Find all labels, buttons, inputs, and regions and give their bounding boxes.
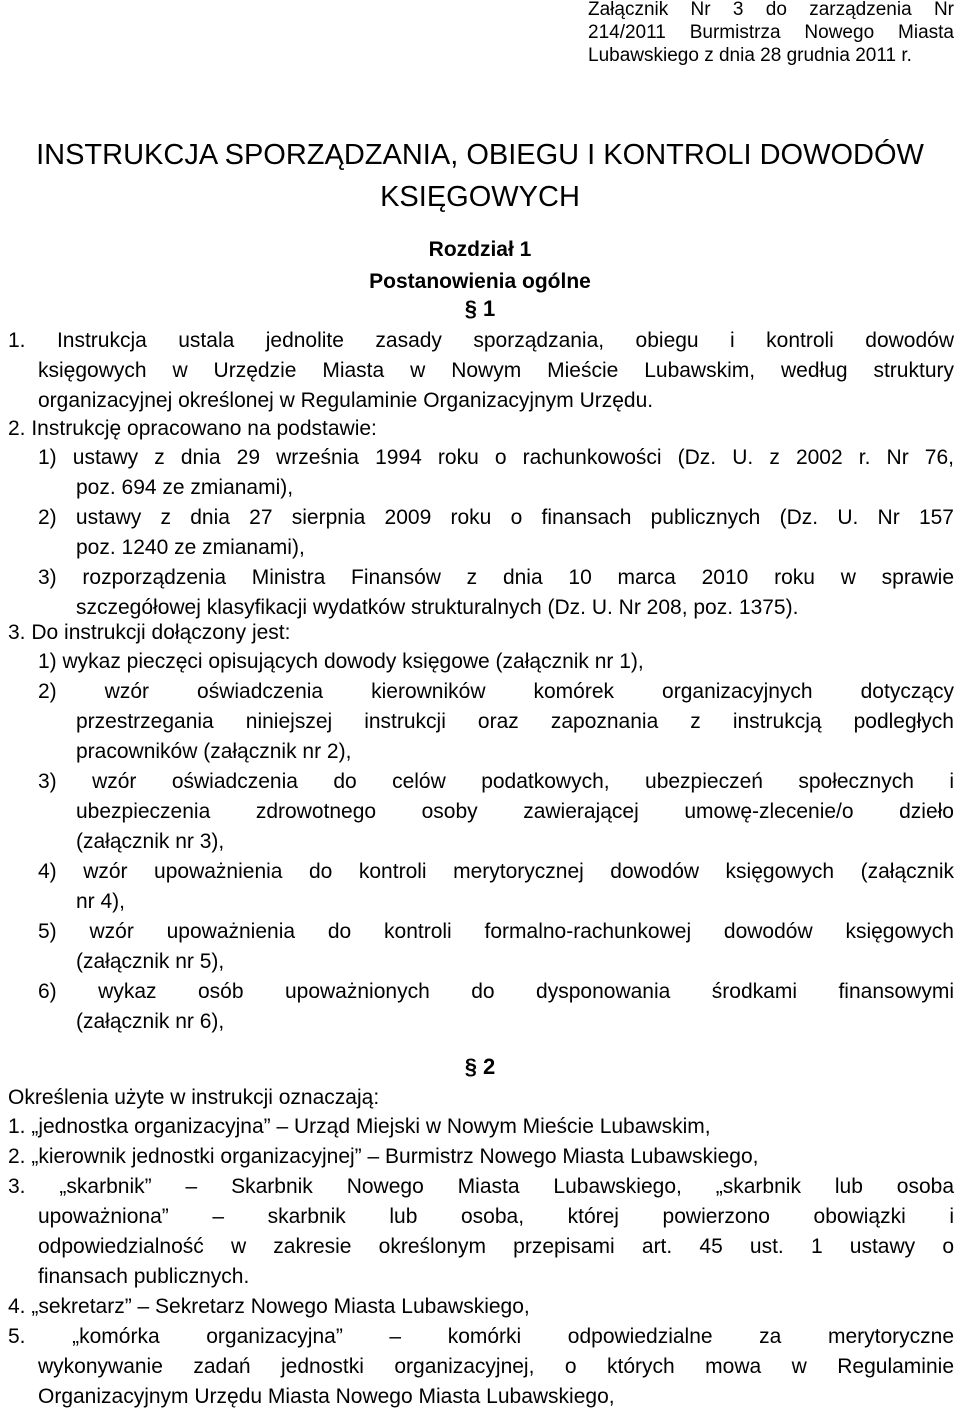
paragraph-line: 1. Instrukcja ustala jednolite zasady sporządzania, obiegu i kontroli dowodów — [8, 329, 954, 352]
attachment-item: 1) wykaz pieczęci opisujących dowody księgowe (załącznik nr 1), — [38, 650, 644, 673]
attachment-item-cont: nr 4), — [76, 890, 126, 913]
basis-item: 2) ustawy z dnia 27 sierpnia 2009 roku o finansach publicznych (Dz. U. Nr 157 — [38, 506, 954, 529]
paragraph-1-cont — [38, 356, 954, 416]
basis-item-cont: szczegółowej klasyfikacji wydatków strukturalnych (Dz. U. Nr 208, poz. 1375). — [76, 596, 799, 619]
attachment-note — [588, 0, 954, 67]
paragraph-3-intro: 3. Do instrukcji dołączony jest: — [8, 621, 291, 644]
definition-item-cont: Organizacyjnym Urzędu Miasta Nowego Miasta Lubawskiego, — [38, 1385, 615, 1408]
attachment-item-cont: przestrzegania niniejszej instrukcji oraz zapoznania z instrukcją podległych — [76, 710, 954, 733]
document-title — [10, 137, 950, 215]
paragraph-1 — [8, 326, 954, 356]
basis-list — [38, 443, 954, 623]
document-title-line: KSIĘGOWYCH — [380, 181, 580, 213]
attachment-note-line: Lubawskiego z dnia 28 grudnia 2011 r. — [588, 45, 912, 66]
paragraph-2-intro: 2. Instrukcję opracowano na podstawie: — [8, 417, 377, 440]
definition-item-cont: finansach publicznych. — [38, 1265, 250, 1288]
attachment-item-cont: (załącznik nr 5), — [76, 950, 225, 973]
section-mark-1: § 1 — [464, 296, 496, 321]
paragraph-line: księgowych w Urzędzie Miasta w Nowym Mieście Lubawskim, według struktury — [38, 359, 954, 382]
attachment-note-line: Załącznik Nr 3 do zarządzenia Nr — [588, 0, 954, 20]
basis-item: 1) ustawy z dnia 29 września 1994 roku o rachunkowości (Dz. U. z 2002 r. Nr 76, — [38, 446, 954, 469]
definition-item: 1. „jednostka organizacyjna” – Urząd Miejski w Nowym Mieście Lubawskim, — [8, 1115, 711, 1138]
definition-item: 3. „skarbnik” – Skarbnik Nowego Miasta Lubawskiego, „skarbnik lub osoba — [8, 1175, 954, 1198]
chapter-label: Rozdział 1 — [428, 238, 532, 261]
attachment-item-cont: pracowników (załącznik nr 2), — [76, 740, 352, 763]
attachment-item: 5) wzór upoważnienia do kontroli formalno-rachunkowej dowodów księgowych — [38, 920, 954, 943]
definitions-list — [8, 1112, 954, 1412]
attachment-item: 2) wzór oświadczenia kierowników komórek organizacyjnych dotyczący — [38, 680, 954, 703]
basis-item: 3) rozporządzenia Ministra Finansów z dnia 10 marca 2010 roku w sprawie — [38, 566, 954, 589]
definitions-intro: Określenia użyte w instrukcji oznaczają: — [8, 1086, 380, 1109]
chapter-name: Postanowienia ogólne — [369, 270, 591, 293]
attachment-note-line: 214/2011 Burmistrza Nowego Miasta — [588, 22, 954, 43]
basis-item-cont: poz. 1240 ze zmianami), — [76, 536, 305, 559]
definition-item-cont: odpowiedzialność w zakresie określonym przepisami art. 45 ust. 1 ustawy o — [38, 1235, 954, 1258]
attachment-item-cont: ubezpieczenia zdrowotnego osoby zawierającej umowę-zlecenie/o dzieło — [76, 800, 954, 823]
definition-item: 5. „komórka organizacyjna” – komórki odpowiedzialne za merytoryczne — [8, 1325, 954, 1348]
attachment-item-cont: (załącznik nr 3), — [76, 830, 225, 853]
definition-item: 2. „kierownik jednostki organizacyjnej” – Burmistrz Nowego Miasta Lubawskiego, — [8, 1145, 759, 1168]
section-mark-2: § 2 — [464, 1054, 496, 1079]
paragraph-line: organizacyjnej określonej w Regulaminie Organizacyjnym Urzędu. — [38, 389, 654, 412]
attachment-item: 6) wykaz osób upoważnionych do dysponowania środkami finansowymi — [38, 980, 954, 1003]
definition-item-cont: upoważniona” – skarbnik lub osoba, której powierzono obowiązki i — [38, 1205, 954, 1228]
definition-item: 4. „sekretarz” – Sekretarz Nowego Miasta Lubawskiego, — [8, 1295, 530, 1318]
attachment-item: 4) wzór upoważnienia do kontroli merytorycznej dowodów księgowych (załącznik — [38, 860, 954, 883]
document-title-line: INSTRUKCJA SPORZĄDZANIA, OBIEGU I KONTROLI DOWODÓW — [36, 139, 924, 171]
definition-item-cont: wykonywanie zadań jednostki organizacyjnej, o których mowa w Regulaminie — [38, 1355, 954, 1378]
attachment-list — [38, 647, 954, 1037]
attachment-item-cont: (załącznik nr 6), — [76, 1010, 225, 1033]
attachment-item: 3) wzór oświadczenia do celów podatkowych, ubezpieczeń społecznych i — [38, 770, 954, 793]
basis-item-cont: poz. 694 ze zmianami), — [76, 476, 294, 499]
